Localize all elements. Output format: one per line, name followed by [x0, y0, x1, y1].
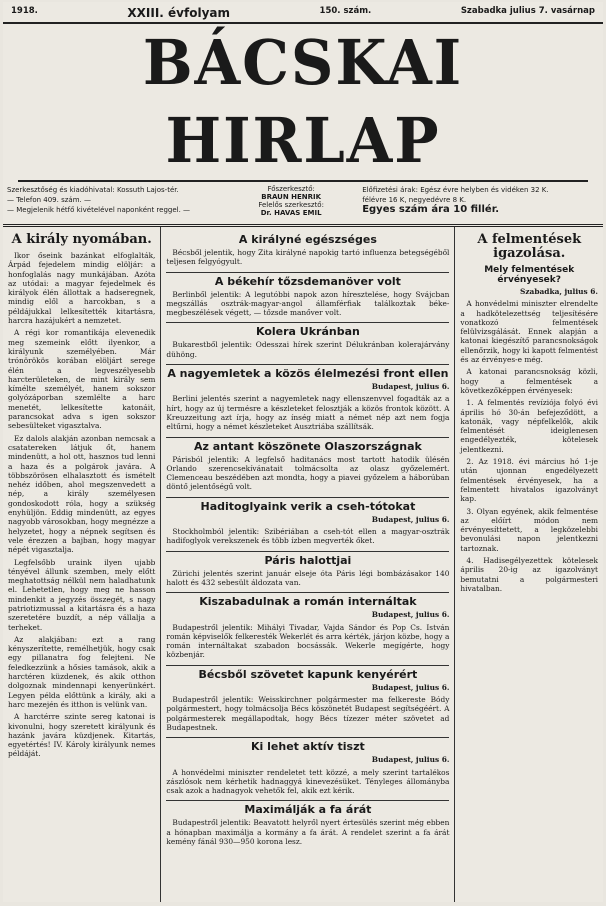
article-subtitle: Mely felmentések érvényesek?: [484, 265, 575, 285]
paragraph: Bécsből jelentik, hogy Zita királyné napokig tartó influenza betegségéből teljesen felgyógyult.: [166, 248, 450, 267]
dateline: Budapest, julius 6.: [371, 755, 450, 765]
article: [166, 276, 449, 324]
paragraph: 2. Az 1918. évi március hó 1-je után ujonnan engedélyezett felmentések érvényesek, ha a felmentett hivatalos igazolványt kap.: [460, 457, 598, 504]
article-title: A király nyomában.: [11, 232, 152, 247]
issue-number: 150. szám.: [319, 6, 372, 16]
volume: XXIII. évfolyam: [127, 6, 231, 20]
info-line: — Megjelenik hétfő kivételével naponként reggel. —: [7, 206, 191, 214]
article: [166, 741, 449, 801]
article-title: A békehír tőzsdemanöver volt: [214, 274, 401, 288]
paragraph: 1. A felmentés revíziója folyó évi április hó 30-án befejeződött, a katonák, vagy népfelkelők, akik felmentését ideiglenesen engedélyezték, kötelesek jelentkezni.: [460, 398, 598, 454]
paragraph: Budapestről jelentik: Weisskirchner polgármester ma felkereste Bódy polgármestert, hogy tolmácsolja Bécs köszönetét Budapest segítségéért. A polgármesterek megállapodtak, hogy Bécs tízezer méter szövetet ad Budapestnek.: [166, 695, 450, 732]
paragraph: 4. Hadisegélyezettek kötelesek április 20-ig az igazolványt bemutatni a polgármesteri hivatalban.: [460, 556, 598, 593]
article: [166, 441, 449, 498]
paragraph: Ikor őseink bazánkat elfoglalták, Árpád fejedelem mindig elöljár: a honfoglalás nagy munkájában. Azóta az utódai: a magyar fejedelmek és királyok élén állottak a hadseregnek, mindig elől a harcokban, s a példájukkal lelkesítették kitartásra, harcra hazájukért a nemzetet.: [8, 251, 156, 326]
article-title: Az antant köszönete Olaszországnak: [194, 439, 422, 453]
info-line: Előfizetési árak: Egész évre helyben és vidéken 32 K.: [362, 186, 549, 194]
paragraph: A harctérre szinte sereg katonai is kivonulni, hogy szeretett királyunk és hazánk javára küzdjenek. Kitartás, egyetértés! IV. Károly királyunk nemes példáját.: [8, 712, 156, 759]
article-title: Kiszabadulnak a román internáltak: [199, 595, 417, 609]
paragraph: 3. Olyan egyének, akik felmentése az előírt módon nem érvényesíttetett, a legközelebbi bevonulási napon jelentkezni tartoznak.: [460, 506, 598, 553]
article-title: Haditoglyaink verik a cseh-tótokat: [200, 499, 416, 513]
masthead-title: BÁCSKAI HIRLAP: [18, 24, 588, 182]
article-title: Bécsből szövetet kapunk kenyérért: [198, 667, 418, 681]
paragraph: Bukarestből jelentik: Odesszai hírek szerint Délukránban kolerajárvány dühöng.: [166, 340, 450, 359]
paragraph: A régi kor romantikája elevenedik meg szemeink előtt ilyenkor, a királyunk személyében. Már trónörökös korában elöljárt serege élén a legveszélyesebb harcterületeken, de mint király sem kímélte személyét, hanem sokszor golyózáporban szemlélte a harc menetét, lelkesítette katonáit, parancsokat adva s igen sokszor sebesülteket vigasztalva.: [8, 328, 156, 431]
article-title: A felmentések igazolása.: [477, 232, 582, 261]
year: 1918.: [11, 6, 38, 16]
article-title: A nagyemletek a közös élelmezési front ellen: [167, 367, 449, 381]
paragraph: Legfelsőbb uraink ilyen ujabb tényével állunk szemben, mely előtt meghatottság nélkül nem haladhatunk el. Lehetetlen, hogy meg ne hasson mindenkit a jegyzés összegét, s nagy patriotizmussal a kitartásra és a haza szeretetére buzdít, a nép vállalja a terheket.: [8, 557, 156, 632]
paragraph: Zürichi jelentés szerint január elseje óta Páris légi bombázásakor 140 halott és 432 sebesült áldozata van.: [166, 568, 450, 587]
article: [166, 669, 449, 738]
article: [166, 234, 449, 273]
dateline: Budapest, julius 6.: [371, 382, 450, 392]
article: [166, 368, 449, 437]
header-line: [3, 2, 603, 24]
paragraph: Berlinből jelentik: A legutóbbi napok azon híresztelése, hogy Svájcban megszállás osztrák-magyar-angol államférfiak találkoztak béke-megbeszélések végett, — tőzsde manőver volt.: [166, 289, 450, 318]
article: [166, 326, 449, 365]
info-line: Főszerkesztő:: [267, 185, 315, 193]
paragraph: A katonai parancsnokság közli, hogy a felmentések a következőképpen érvényesek:: [460, 367, 598, 395]
info-left: [7, 185, 220, 221]
paragraph: Párisból jelentik: A legfelső haditanács most tartott hatodik ülésén Orlando szerencsekívánatait tolmácsolta az olasz győzelemért. Clemenceau beszédében azt mondta, hogy a piavei győzelem a háborúban döntő jelentőségű volt.: [166, 454, 450, 492]
info-line: félévre 16 K, negyedévre 8 K.: [362, 196, 467, 204]
column-middle: [161, 227, 455, 902]
paragraph: Budapestről jelentik: Mihályi Tivadar, Vajda Sándor és Pop Cs. István román képviselők felkeresték Wekerlét és arra kérték, járjon közbe, hogy a román internáltakat szabadon bocsássák. Wekerle megígérte, hogy közbenjár.: [166, 622, 450, 660]
article-title: Ki lehet aktív tiszt: [251, 740, 365, 754]
article-title: Páris halottjai: [264, 553, 352, 567]
editor-name: BRAUN HENRIK: [261, 193, 322, 201]
info-line: Felelős szerkesztő:: [258, 201, 324, 209]
paragraph: A honvédelmi miniszter rendeletet tett közzé, a mely szerint tartalékos zászlósok nem kérhetik hadnaggyá kinevezésüket. Tényleges állományba csak azok a hadnagyok vehetők fel, akik ezt kérik.: [166, 767, 450, 796]
paragraph: Berlini jelentés szerint a nagyemletek nagy ellenszenvvel fogadták az a hírt, hogy az új termésre a készleteket felosztják a közös frontok között. A Kreuzzeitung azt írja, hogy az ínség miatt a német nép azt nem fogja eltűrni, hogy a német készleteket Ausztriába szállítsák.: [166, 394, 450, 432]
article-title: A királyné egészséges: [238, 233, 377, 246]
article: [166, 804, 449, 851]
paragraph: Ez dalols alakján azonban nemcsak a csatatereken látjuk őt, hanem mindenütt, a hol ott, hasznos tud lenni a haza és a polgárok javára. A többszörösen elhalasztott és ismételt nehéz időben, ahol megszenvedett a nép, a király személyesen gondoskodott róla, hogy a szükség enyhüljön. Eddig mindenütt, az egyes nagyobb városokban, hogy megnézze a helyzetet, hogy a népnek segítsen és vele érezzen a bajban, hogy magyar népét vigasztalja.: [8, 433, 156, 555]
paragraph: Stockholmból jelentik: Szibériában a cseh-tót ellen a magyar-osztrák hadifoglyok verekszenek és több ízben megverték őket.: [166, 527, 450, 546]
article: [166, 555, 449, 594]
info-line: Szerkesztőség és kiadóhivatal: Kossuth Lajos-tér.: [7, 186, 179, 194]
article-title: Kolera Ukránban: [255, 325, 360, 339]
article: [166, 596, 449, 665]
paragraph: A honvédelmi miniszter elrendelte a hadkötelezettség teljesítésére vonatkozó felmentések felülvizsgálását. Ennek alapján a katonai kiegészítő parancsnokságok ellenőrzik, hogy ki kapott felmentést és az érvényes-e még.: [460, 299, 598, 365]
paragraph: Az alakjában: ezt a rang kényszerítette, remélhetjük, hogy csak egy pillanatra fog felejteni. Ne feledkezzünk a hősies tamások, akik a harctéren küzdenek, és akik otthon dolgoznak mindennapi kenyerünkért. Legyen példa előttünk a király, aki a harc mezején és itthon is velünk van.: [8, 634, 156, 709]
paragraph: Budapestről jelentik: Beavatott helyről nyert értesülés szerint még ebben a hónapban maximálja a kormány a fa árát. A rendelet szerint a fa árát kemény fánál 930—950 korona lesz.: [166, 818, 450, 846]
info-right: [362, 185, 599, 221]
dateline: Budapest, julius 6.: [371, 610, 450, 620]
column-right: [455, 227, 603, 902]
price-line: Egyes szám ára 10 fillér.: [362, 204, 499, 215]
article: [166, 501, 449, 552]
newspaper-page: [3, 2, 603, 902]
info-bar: [3, 182, 603, 227]
editor-name: Dr. HAVAS EMIL: [260, 209, 322, 217]
dateline: Budapest, julius 6.: [371, 682, 450, 692]
info-editors: [220, 185, 362, 221]
dateline: Budapest, julius 6.: [371, 514, 450, 524]
column-left: [3, 227, 161, 902]
dateline: Szabadka, julius 6.: [520, 287, 598, 296]
article-title: Maximálják a fa árát: [244, 803, 372, 817]
info-line: — Telefon 409. szám. —: [7, 196, 91, 204]
issue-date: Szabadka julius 7. vasárnap: [460, 6, 595, 16]
columns: [3, 227, 603, 902]
